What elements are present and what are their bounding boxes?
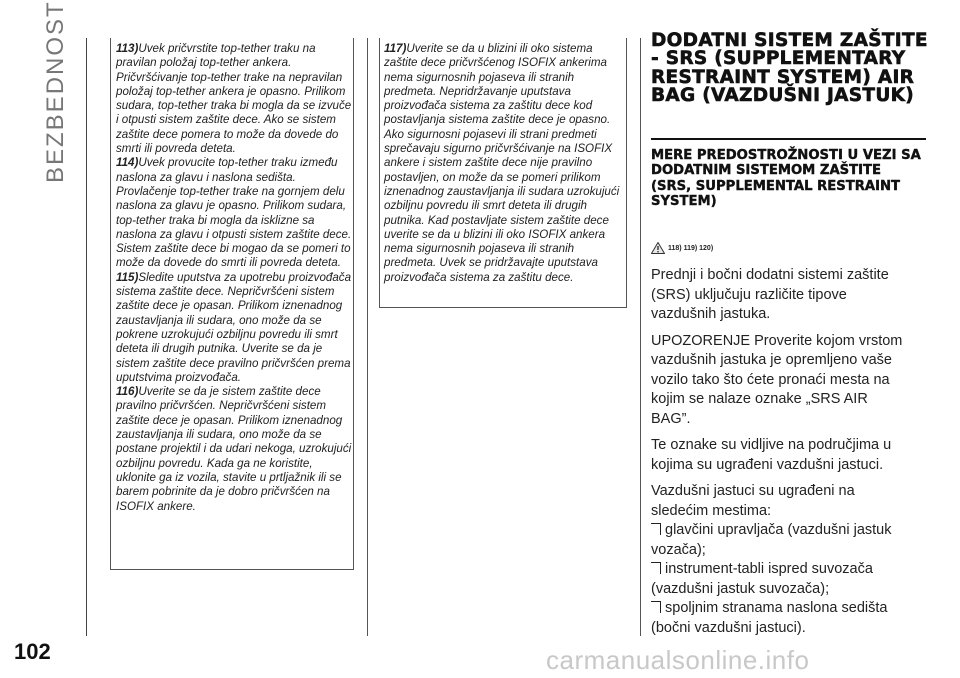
- column-divider-right: [640, 38, 641, 636]
- list-item: [651, 521, 906, 560]
- list-item: [651, 560, 906, 599]
- list-item-text: spoljnim stranama naslona sedišta (bočni vazdušni jastuci).: [651, 600, 888, 636]
- list-item: [651, 599, 906, 638]
- warning-text: Uverite se da je sistem zaštite dece pravilno pričvršćen. Nepričvršćeni sistem zaštite dece je opasan. Prilikom iznenadnog zaustavljanja ili sudara, ono može da se postane projektil i da udari nekoga, uzrokujući ozbiljnu povredu. Kada ga ne koristite, uklonite ga iz vozila, stavite u prtljažnik ili se barem pobrinite da je dobro pričvršćen na ISOFIX ankere.: [116, 385, 352, 513]
- warnings-column-middle: [384, 42, 626, 285]
- title-underline: [651, 138, 926, 140]
- warning-text: Uvek provucite top-tether traku između naslona za glavu i naslona sedišta. Provlačenje top-tether trake na gornjem delu naslona za glavu je opasno. Prilikom sudara, top-tether traka bi mogla da isklizne sa naslona za glavu i otpusti sistem zaštite dece. Sistem zaštite dece bi mogao da se pomeri to može da dovede do smrti ili povreda deteta.: [116, 156, 352, 270]
- paragraph: Te oznake su vidljive na područjima u kojima su ugrađeni vazdušni jastuci.: [651, 437, 892, 473]
- list-item-text: glavčini upravljača (vazdušni jastuk vozača);: [651, 522, 892, 558]
- warning-item: [116, 156, 352, 270]
- side-divider: [86, 38, 87, 636]
- warnings-column-left: [116, 42, 352, 514]
- warning-number: 117): [384, 42, 407, 55]
- main-title: DODATNI SISTEM ZAŠTITE - SRS (SUPPLEMENTARY RESTRAINT SYSTEM) AIR BAG (VAZDUŠNI JASTUK): [651, 30, 928, 107]
- warning-text: Sledite uputstva za upotrebu proizvođača sistema zaštite dece. Nepričvršćeni sistem zaštite dece je opasan. Prilikom iznenadnog zaustavljanja ili sudara, ono može da se pokrene uzrokujući ozbiljnu povredu ili smrt deteta ili drugih putnika. Uverite se da je sistem zaštite dece pravilno pričvršćen prema uputstvima proizvođača.: [116, 270, 352, 384]
- warning-references: [651, 242, 713, 254]
- warning-number: 115): [116, 270, 139, 284]
- warning-number: 116): [116, 385, 139, 399]
- bullet-icon: [651, 562, 661, 574]
- bullet-icon: [651, 523, 661, 535]
- page-number: 102: [14, 639, 51, 664]
- column-divider: [367, 38, 368, 636]
- warning-triangle-icon: [651, 242, 665, 254]
- warning-text: Uverite se da u blizini ili oko sistema zaštite dece pričvršćenog ISOFIX ankerima nema sigurnosnih pojaseva ili stranih predmeta. Nepridržavanje uputstava proizvođača sistema za zaštitu dece kod postavljanja sistema zaštite dece je opasno. Ako sigurnosni pojasevi ili strani predmeti sprečavaju sigurno pričvršćivanje na ISOFIX ankere i sistem zaštite dece nije pravilno postavljen, on može da se pomeri prilikom iznenadnog zaustavljanja ili sudara uzrokujući ozbiljnu povredu ili smrt deteta ili drugih putnika. Kad postavljate sistem zaštite dece uverite se da u blizini ili oko ISOFIX ankera nema sigurnosnih pojaseva ili stranih predmeta. Uvek se pridržavajte uputstava proizvođača sistema za zaštitu dece.: [384, 42, 620, 284]
- sub-title: MERE PREDOSTROŽNOSTI U VEZI SA DODATNIM SISTEMOM ZAŠTITE (SRS, SUPPLEMENTAL RESTRAINT SYSTEM): [651, 148, 921, 209]
- warning-item: [116, 42, 352, 156]
- reference-numbers: 118) 119) 120): [668, 244, 714, 252]
- paragraph: Prednji i bočni dodatni sistemi zaštite (SRS) uključuju različite tipove vazdušnih jastuka.: [651, 267, 889, 322]
- watermark: carmanualsonline.info: [546, 645, 810, 675]
- bullet-icon: [651, 601, 661, 613]
- warning-number: 114): [116, 156, 139, 170]
- list-item-text: instrument-tabli ispred suvozača (vazdušni jastuk suvozača);: [651, 561, 873, 597]
- section-label: BEZBEDNOST: [42, 0, 69, 183]
- warning-number: 113): [116, 42, 139, 55]
- paragraph: Vazdušni jastuci su ugrađeni na sledećim mestima:: [651, 483, 855, 519]
- warning-item: [116, 385, 352, 514]
- warning-text: Uvek pričvrstite top-tether traku na pravilan položaj top-tether ankera. Pričvršćivanje top-tether trake na nepravilan položaj top-tether ankera je opasno. Prilikom sudara, top-tether traka bi mogla da se izvuče i otpusti sistem zaštite dece. Ako se sistem zaštite dece pomera to može da dovede do smrti ili povreda deteta.: [116, 42, 352, 156]
- body-text: [651, 266, 906, 638]
- warning-item: [116, 271, 352, 385]
- warning-item: [384, 42, 626, 285]
- paragraph: UPOZORENJE Proverite kojom vrstom vazdušnih jastuka je opremljeno vaše vozilo tako što ćete pronaći mesta na kojim se nalaze oznake „SRS AIR BAG”.: [651, 332, 903, 427]
